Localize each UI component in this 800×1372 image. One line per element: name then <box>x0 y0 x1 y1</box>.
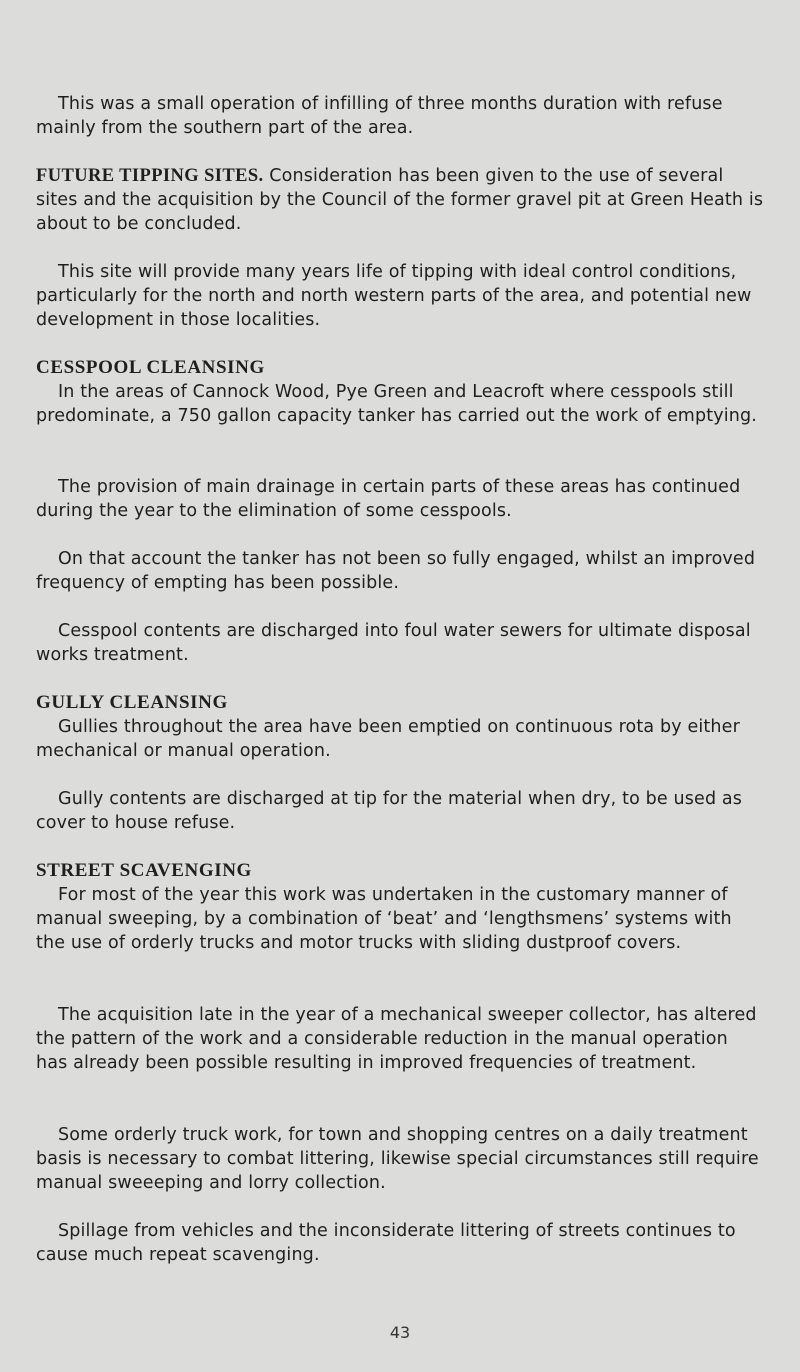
cesspool-paragraph-1: In the areas of Cannock Wood, Pye Green and Leacroft where cesspools still predominate, a 750 gallon capacity tanker has carried out the work of emptying. <box>36 382 757 426</box>
gully-paragraph-1: Gullies throughout the area have been emptied on continuous rota by either mechanical or manual operation. <box>36 717 740 761</box>
street-paragraph-2: The acquisition late in the year of a mechanical sweeper collector, has altered the pattern of the work and a considerable reduction in the manual operation has already been possible resulting in improved frequencies of treatment. <box>36 1005 757 1073</box>
street-paragraph-3: Some orderly truck work, for town and shopping centres on a daily treatment basis is necessary to combat littering, likewise special circumstances still require manual sweeeping and lorry collection. <box>36 1125 759 1193</box>
cesspool-paragraph-4: Cesspool contents are discharged into foul water sewers for ultimate disposal works treatment. <box>36 621 751 665</box>
cesspool-paragraph-3: On that account the tanker has not been so fully engaged, whilst an improved frequency of empting has been possible. <box>36 549 756 593</box>
cesspool-paragraph-2: The provision of main drainage in certain parts of these areas has continued during the year to the elimination of some cesspools. <box>36 477 741 521</box>
future-tipping-paragraph <box>36 164 764 236</box>
street-paragraph-1: For most of the year this work was undertaken in the customary manner of manual sweeping, by a combination of ‘beat’ and ‘lengthsmens’ systems with the use of orderly trucks and motor trucks with sliding dustproof covers. <box>36 885 732 953</box>
cesspool-heading: CESSPOOL CLEANSING <box>36 357 265 378</box>
street-paragraph-4: Spillage from vehicles and the inconsiderate littering of streets continues to cause much repeat scavenging. <box>36 1221 736 1265</box>
gully-heading: GULLY CLEANSING <box>36 692 228 713</box>
gully-paragraph-2: Gully contents are discharged at tip for the material when dry, to be used as cover to house refuse. <box>36 789 743 833</box>
future-tipping-body: Consideration has been given to the use of several sites and the acquisition by the Council of the former gravel pit at Green Heath is about to be concluded. <box>36 166 764 234</box>
intro-paragraph: This was a small operation of infilling of three months duration with refuse mainly from the southern part of the area. <box>36 94 723 138</box>
future-tipping-paragraph-2: This site will provide many years life of tipping with ideal control conditions, particularly for the north and north western parts of the area, and potential new development in those localities. <box>36 262 752 330</box>
future-tipping-heading: FUTURE TIPPING SITES. <box>36 166 264 186</box>
page-number: 43 <box>389 1323 411 1342</box>
street-heading: STREET SCAVENGING <box>36 860 252 881</box>
